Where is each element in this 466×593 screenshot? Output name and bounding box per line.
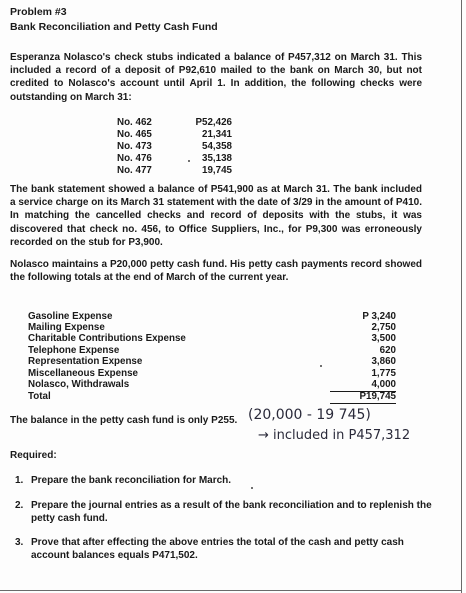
expense-total-label: Total [28,391,51,402]
check-number: No. 462 [117,117,152,128]
intro-paragraph: Esperanza Nolasco's check stubs indicated a balance of P457,312 on March 31. This included a record of a deposit of P92,610 mailed to the bank on March 30, but not credited to Nolasco's account until April 1. In addition, the following checks were outstanding on March 31: [10,52,422,103]
expense-label: Gasoline Expense [28,311,113,322]
requirement-text: Prepare the bank reconciliation for March. [31,475,232,486]
requirement-number: 2. [15,500,24,511]
requirement-item [15,499,435,525]
expense-label: Mailing Expense [28,322,105,333]
requirement-item [15,474,435,487]
expense-label: Nolasco, Withdrawals [28,379,130,390]
requirement-item [15,536,435,562]
scan-speck [320,365,322,367]
bank-statement-paragraph: The bank statement showed a balance of P541,900 as at March 31. The bank included a service charge on its March 31 statement with the date of 3/29 in the amount of P410. In matching the cancelled checks and record of deposits with the stubs, it was discovered that check no. 456, to Office Suppliers, Inc., for P9,300 was erroneously recorded on the stub for P3,900. [10,184,422,248]
scan-speck [188,160,190,162]
requirement-number: 3. [15,537,24,548]
expense-amount: 2,750 [371,322,396,333]
check-amount: 54,358 [202,141,232,152]
check-amount: 19,745 [202,165,232,176]
expense-total-amount: P19,745 [330,391,396,404]
check-number: No. 465 [117,129,152,140]
scan-speck [251,487,253,489]
handwritten-note-calculation: (20,000 - 19 745) [248,407,371,423]
requirement-number: 1. [15,475,24,486]
petty-cash-balance-sentence: The balance in the petty cash fund is only P255. [10,415,238,426]
expense-amount: 4,000 [330,379,396,392]
expense-label: Telephone Expense [28,345,120,356]
expense-amount: P 3,240 [362,311,396,322]
check-amount: 21,341 [202,129,232,140]
handwritten-note-included: → included in P457,312 [258,428,411,443]
requirement-text: Prove that after effecting the above entries the total of the cash and petty cash account balances equals P471,502. [31,537,404,561]
page-border-right [461,0,462,593]
check-number: No. 473 [117,141,152,152]
expense-label: Representation Expense [28,356,143,367]
expense-amount: 3,860 [371,356,396,367]
check-number: No. 477 [117,165,152,176]
expense-amount: 1,775 [371,368,396,379]
expense-label: Charitable Contributions Expense [28,333,186,344]
check-number: No. 476 [117,153,152,164]
check-amount: 35,138 [202,153,232,164]
petty-cash-paragraph: Nolasco maintains a P20,000 petty cash fund. His petty cash payments record showed the following totals at the end of March of the current year. [10,259,422,284]
problem-number: Problem #3 [10,6,67,18]
requirement-text: Prepare the journal entries as a result of the bank reconciliation and to replenish the petty cash fund. [31,500,432,524]
expense-amount: 620 [379,345,396,356]
required-label: Required: [10,450,57,461]
problem-title: Bank Reconciliation and Petty Cash Fund [10,21,218,33]
expense-amount: 3,500 [371,333,396,344]
page-border-bottom [0,590,462,591]
check-amount: P52,426 [195,117,232,128]
expense-label: Miscellaneous Expense [28,368,138,379]
